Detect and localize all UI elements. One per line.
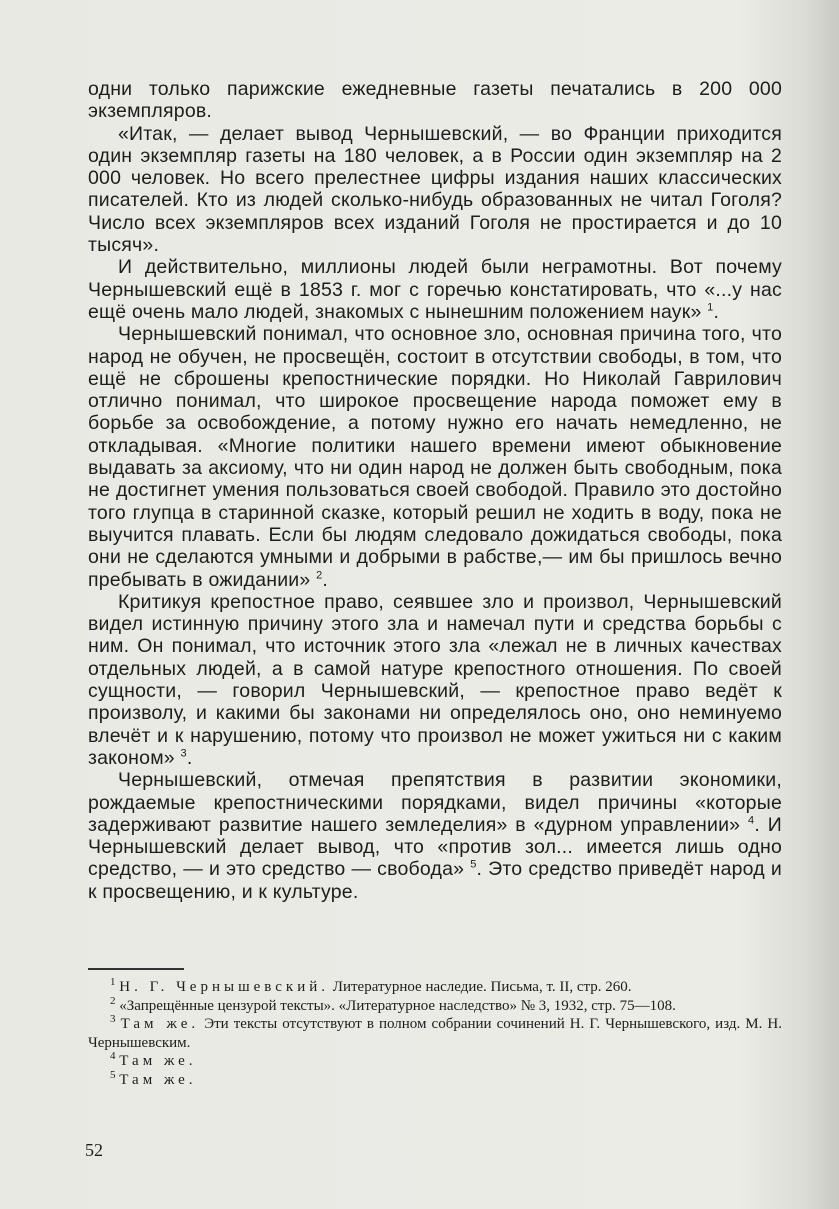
footnote <box>88 994 782 1016</box>
footnote-ref[interactable]: 4 <box>748 814 755 827</box>
page-number: 52 <box>85 1140 103 1160</box>
footnote <box>88 1015 782 1052</box>
footnote <box>88 1052 782 1071</box>
paragraph-text: одни только парижские ежедневные газеты печатались в 200 000 экземпляров. <box>88 78 782 123</box>
paragraph <box>88 769 782 903</box>
paragraph-text: . <box>713 300 720 323</box>
footnote-author: Н. Г. Чернышевский. <box>119 979 330 995</box>
footnote-author: Там же. <box>119 1053 197 1069</box>
paragraph-text: Чернышевский понимал, что основное зло, основная причина того, что народ не обучен, не просвещён, состоит в отсутствии свободы, в том, что ещё не сброшены крепостнические порядки. Но Николай Гаврилович отлично понимал, что широкое просвещение народа поможет ему в борьбе за освобождение, а потому нужно его начать немедленно, не откладывая. «Многие политики нашего времени имеют обыкновение выдавать за аксиому, что ни один народ не должен быть свободным, пока не достигнет умения пользоваться своей свободой. Правило это достойно того глупца в старинной сказке, который решил не ходить в воду, пока не выучится плавать. Если бы людям следовало дожидаться свободы, пока они не сделаются умными и добрыми в рабстве,— им бы пришлось вечно пребывать в ожидании» <box>88 323 782 591</box>
footnote-ref[interactable]: 1 <box>707 301 714 314</box>
paragraph-text: . Это средство приведёт народ и к просвещению, и к культуре. <box>88 858 782 903</box>
paragraph <box>88 323 782 591</box>
footnote-text: Литературное наследие. Письма, т. II, стр. 260. <box>329 979 632 995</box>
paragraph-text: . <box>322 568 329 591</box>
footnote <box>88 1068 782 1090</box>
body-text <box>88 78 782 903</box>
paragraph-text: И действительно, миллионы людей были неграмотны. Вот почему Чернышевский ещё в 1853 г. мог с горечью констатировать, что «...у нас ещё очень мало людей, знакомых с нынешним положением наук» <box>88 256 782 323</box>
paragraph <box>88 256 782 323</box>
footnote-text: «Запрещённые цензурой тексты». «Литературное наследство» № 3, 1932, стр. 75—108. <box>119 997 676 1014</box>
paragraph-text: . И Чернышевский делает вывод, что «против зол... имеется лишь одно средство, — и это средство — свобода» <box>88 813 782 881</box>
paragraph-text: Чернышевский, отмечая препятствия в развитии экономики, рождаемые крепостническими порядками, видел причины «которые задерживают развитие нашего земледелия» в «дурном управлении» <box>88 769 782 836</box>
footnote-ref[interactable]: 2 <box>316 569 323 582</box>
footnote-divider <box>88 968 184 970</box>
footnote-number: 4 <box>110 1050 116 1062</box>
footnotes <box>88 978 782 1089</box>
paragraph <box>88 591 782 769</box>
footnote-author: Там же. <box>120 1016 200 1032</box>
paragraph <box>88 123 782 257</box>
footnote-ref[interactable]: 5 <box>470 858 477 871</box>
footnote-number: 3 <box>110 1013 116 1025</box>
footnote-ref[interactable]: 3 <box>180 747 187 760</box>
paragraph <box>88 78 782 123</box>
footnote-text: Эти тексты отсутствуют в полном собрании сочинений Н. Г. Чернышевского, изд. М. Н. Чернышевским. <box>88 1016 783 1051</box>
footnote <box>88 978 782 997</box>
footnote-number: 5 <box>110 1068 116 1081</box>
paragraph-text: . <box>186 746 193 769</box>
paragraph-text: «Итак, — делает вывод Чернышевский, — во Франции приходится один экземпляр газеты на 180 человек, а в России один экземпляр на 2 000 человек. Но всего прелестнее цифры издания наших классических писателей. Кто из людей сколько-нибудь образованных не читал Гоголя? Число всех экземпляров всех изданий Гоголя не простирается и до 10 тысяч». <box>88 122 782 257</box>
footnote-author: Там же. <box>119 1071 197 1088</box>
footnote-number: 1 <box>110 976 116 988</box>
paragraph-text: Критикуя крепостное право, сеявшее зло и произвол, Чернышевский видел истинную причину этого зла и намечал пути и средства борьбы с ним. Он понимал, что источник этого зла «лежал не в личных качествах отдельных людей, а в самой натуре крепостного отношения. По своей сущности, — говорил Чернышевский, — крепостное право ведёт к произволу, и какими бы законами ни определялось оно, оно неминуемо влечёт и к нарушению, потому что произвол не может ужиться ни с каким законом» <box>88 590 782 769</box>
footnote-number: 2 <box>110 994 116 1007</box>
